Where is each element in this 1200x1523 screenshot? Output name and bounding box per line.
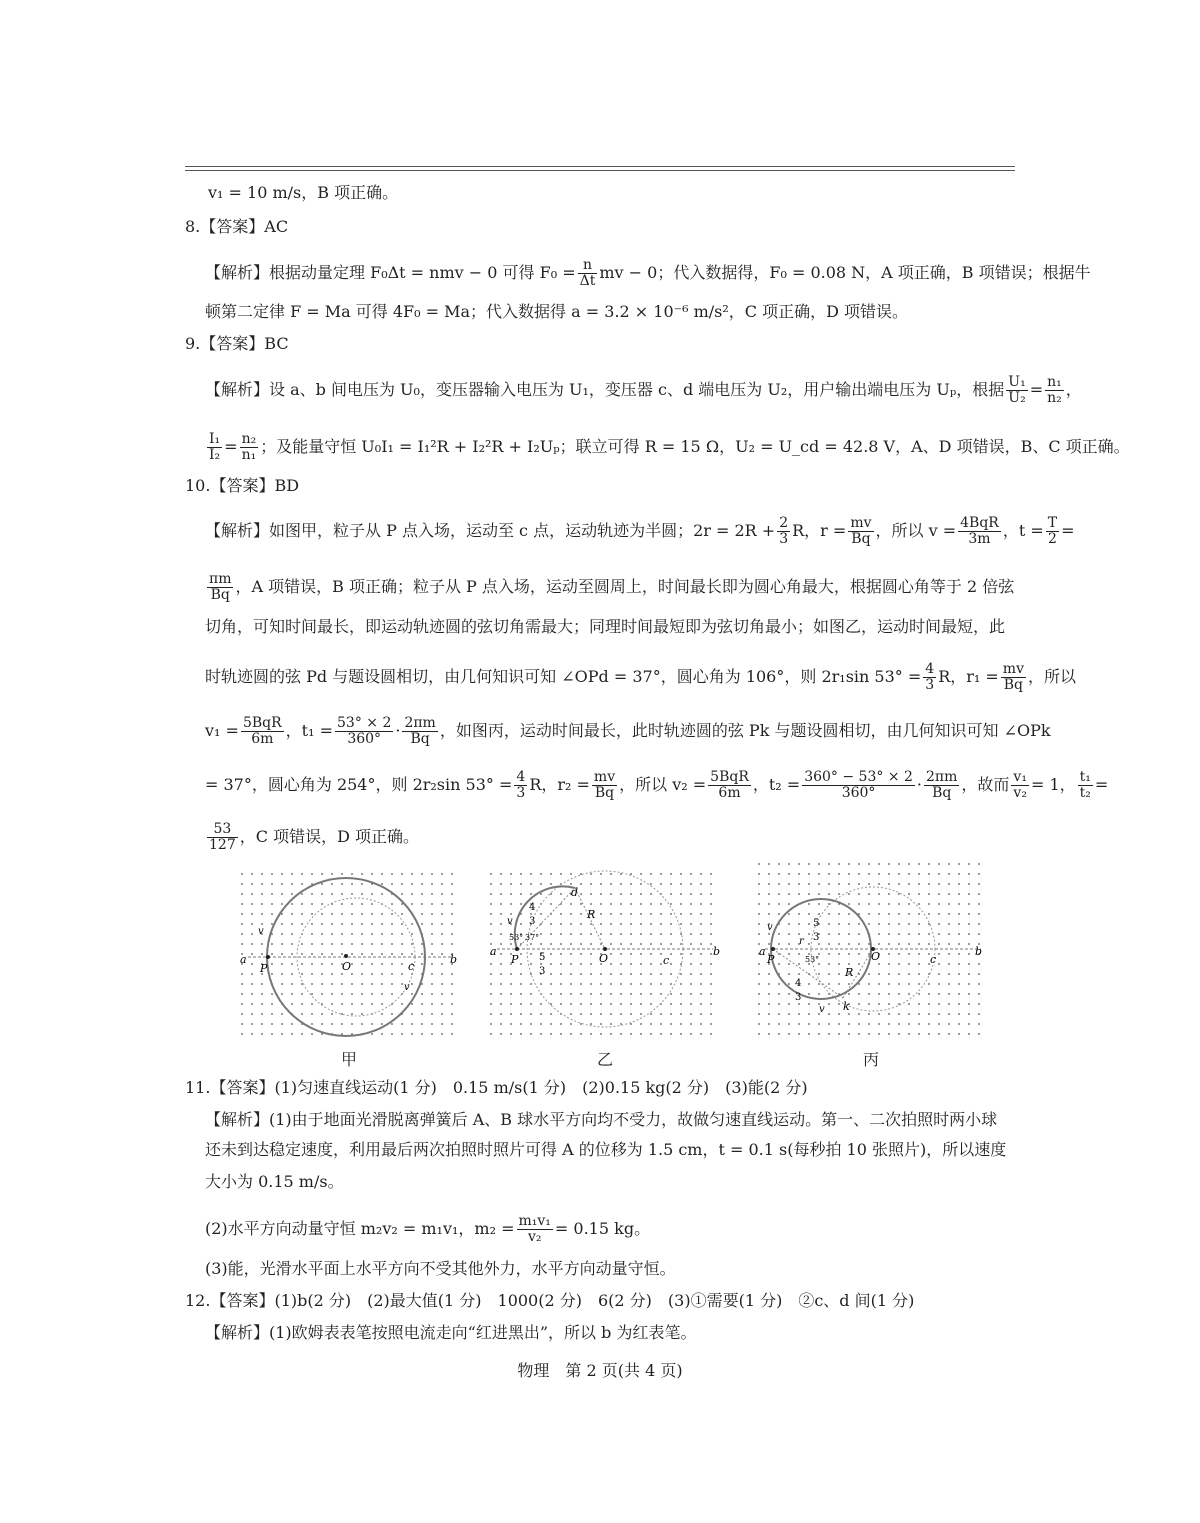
svg-text:3: 3 — [539, 966, 546, 977]
svg-text:R: R — [845, 966, 854, 979]
q12-answer: 12.【答案】(1)b(2 分) (2)最大值(1 分) 1000(2 分) 6(2 分) (3)①需要(1 分) ②c、d 间(1 分) — [185, 1291, 915, 1310]
svg-text:37°: 37° — [525, 933, 540, 942]
q9-analysis-line2: $\frac{\text{I₁}}{\text{I₂}}$ = $\frac{\text{n₂}}{\text{n₁}}$ ；及能量守恒 U₀I₁ = I₁²R + I₂²R + I₂Uₚ；联立可得 R = 15 Ω，U₂ = U_cd = 42.8 V，A、D 项错误，B、C 项正确。 — [209, 431, 1130, 463]
label-b: b — [450, 953, 458, 966]
q11-analysis-line4: (2)水平方向动量守恒 m₂v₂ = m₁v₁，m₂ = $\frac{\text{m₁v₁}}{\text{v₂}}$ = 0.15 kg。 — [205, 1213, 651, 1245]
q8-analysis-line2: 顿第二定律 F = Ma 可得 4F₀ = Ma；代入数据得 a = 3.2 × 10⁻⁶ m/s²，C 项正确，D 项错误。 — [205, 302, 909, 321]
q10-answer: 10.【答案】BD — [185, 476, 300, 495]
figure-yi — [487, 860, 719, 1040]
fraction: $\frac{n}{\Delta t}$ — [579, 257, 596, 289]
svg-text:c: c — [663, 954, 670, 967]
label-c: c — [408, 960, 415, 973]
q8-analysis-line1: 【解析】根据动量定理 F₀Δt = nmv − 0 可得 F₀ = $\frac{n}{\Delta t}$ mv − 0；代入数据得，F₀ = 0.08 N，A 项正确，B 项错误；根据牛 — [205, 257, 1091, 289]
q10-line1: 【解析】如图甲，粒子从 P 点入场，运动至 c 点，运动轨迹为半圆；2r = 2R + $\frac{2}{3}$ R，r = $\frac{mv}{Bq}$ ，所以 v = $\frac{\text{4BqR}}{3m}$ ，t = $\frac{T}{2}$ = — [205, 515, 1075, 547]
figure-jia-diagram — [238, 860, 460, 1040]
q10-line6: = 37°，圆心角为 254°，则 2r₂sin 53° = $\frac{4}{3}$ R，r₂ = $\frac{mv}{Bq}$ ，所以 v₂ = $\frac{\text{5BqR}}{6m}$ ，t₂ = $\frac{360^\circ - 53^\circ \times 2}{360^\circ}$ · $\frac{2\pi m}{Bq}$ ，故而 $\frac{\text{v₁}}{\text{v₂}}$ = 1， $\frac{\text{t₁}}{\text{t₂}}$ = — [205, 769, 1109, 801]
svg-text:b: b — [975, 945, 983, 958]
q11-analysis-line3: 大小为 0.15 m/s。 — [205, 1172, 344, 1191]
figure-label-yi: 乙 — [597, 1050, 614, 1069]
q10-line5: v₁ = $\frac{\text{5BqR}}{6m}$ ，t₁ = $\frac{53^\circ \times 2}{360^\circ}$ · $\frac{2\pi m}{Bq}$ ，如图丙，运动时间最长，此时轨迹圆的弦 Pk 与题设圆相切，由几何知识可知 ∠OPk — [205, 715, 1051, 747]
q10-line3: 切角，可知时间最长，即运动轨迹圆的弦切角需最大；同理时间最短即为弦切角最小；如图乙，运动时间最短，此 — [205, 617, 1006, 636]
figure-label-bing: 丙 — [863, 1050, 880, 1069]
q9-answer: 9.【答案】BC — [185, 334, 289, 353]
continued-text: v₁ = 10 m/s，B 项正确。 — [208, 183, 399, 202]
q9-analysis-line1: 【解析】设 a、b 间电压为 U₀，变压器输入电压为 U₁，变压器 c、d 端电压为 U₂，用户输出端电压为 Uₚ，根据 $\frac{\text{U₁}}{\text{U₂}}$ = $\frac{\text{n₁}}{\text{n₂}}$ ， — [205, 374, 1082, 406]
figure-label-jia: 甲 — [341, 1050, 358, 1069]
figure-jia — [238, 860, 460, 1040]
svg-text:r: r — [799, 936, 804, 947]
svg-text:a: a — [759, 945, 766, 958]
q12-analysis-line1: 【解析】(1)欧姆表表笔按照电流走向“红进黑出”，所以 b 为红表笔。 — [205, 1323, 697, 1342]
q10-line4: 时轨迹圆的弦 Pd 与题设圆相切，由几何知识可知 ∠OPd = 37°，圆心角为 106°，则 2r₁sin 53° = $\frac{4}{3}$ R，r₁ = $\frac{mv}{Bq}$ ，所以 — [205, 661, 1076, 693]
label-P: P — [260, 962, 268, 975]
svg-text:O: O — [599, 952, 609, 965]
header-rule — [185, 166, 1015, 167]
label-a: a — [240, 953, 247, 966]
figure-bing-diagram — [755, 860, 987, 1040]
figure-yi-diagram — [487, 860, 719, 1040]
svg-text:4: 4 — [529, 902, 536, 913]
q10-line2: $\frac{\pi m}{Bq}$ ，A 项错误，B 项正确；粒子从 P 点入场，运动至圆周上，时间最长即为圆心角最大，根据圆心角等于 2 倍弦 — [209, 571, 1015, 603]
q10-line7: $\frac{53}{127}$ ，C 项错误，D 项正确。 — [209, 821, 419, 853]
svg-text:k: k — [843, 1000, 850, 1013]
svg-text:3: 3 — [813, 932, 820, 943]
svg-text:53°: 53° — [805, 955, 820, 964]
svg-text:a: a — [490, 945, 497, 958]
svg-text:R: R — [587, 908, 596, 921]
label-O: O — [342, 960, 352, 973]
svg-text:c: c — [930, 953, 937, 966]
q11-answer: 11.【答案】(1)匀速直线运动(1 分) 0.15 m/s(1 分) (2)0.15 kg(2 分) (3)能(2 分) — [185, 1078, 808, 1097]
svg-text:4: 4 — [795, 978, 802, 989]
label-v: v — [258, 926, 264, 937]
svg-text:v: v — [819, 1004, 825, 1015]
svg-text:53°: 53° — [509, 933, 524, 942]
svg-text:3: 3 — [529, 916, 536, 927]
figure-bing — [755, 860, 987, 1040]
svg-text:5: 5 — [813, 918, 820, 929]
label-v: v — [404, 982, 410, 993]
svg-text:v: v — [767, 922, 773, 933]
svg-text:b: b — [713, 945, 721, 958]
svg-text:5: 5 — [539, 952, 546, 963]
svg-text:P: P — [511, 953, 519, 966]
svg-text:O: O — [871, 950, 881, 963]
page-footer: 物理 第 2 页(共 4 页) — [517, 1361, 683, 1380]
svg-text:v: v — [507, 916, 513, 927]
svg-text:P: P — [767, 953, 775, 966]
header-rule — [185, 170, 1015, 171]
q8-answer: 8.【答案】AC — [185, 217, 289, 236]
svg-text:d: d — [571, 886, 579, 899]
q11-analysis-line5: (3)能，光滑水平面上水平方向不受其他外力，水平方向动量守恒。 — [205, 1259, 676, 1278]
q11-analysis-line1: 【解析】(1)由于地面光滑脱离弹簧后 A、B 球水平方向均不受力，故做匀速直线运动。第一、二次拍照时两小球 — [205, 1110, 998, 1129]
q11-analysis-line2: 还未到达稳定速度，利用最后两次拍照时照片可得 A 的位移为 1.5 cm，t = 0.1 s(每秒拍 10 张照片)，所以速度 — [205, 1140, 1007, 1159]
svg-text:3: 3 — [795, 992, 802, 1003]
